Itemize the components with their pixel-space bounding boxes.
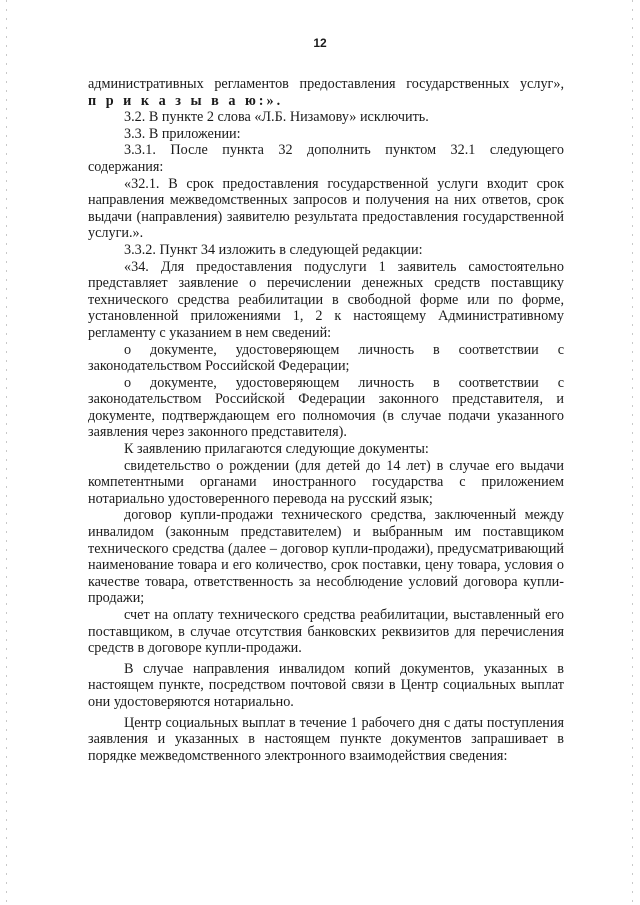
paragraph: «32.1. В срок предоставления государственной услуги входит срок направления межведомственных запросов и получения на них ответов, срок выдачи (направления) заявителю результата предоставления государственной услуги.».: [88, 175, 564, 242]
paragraph: о документе, удостоверяющем личность в соответствии с законодательством Российской Федерации законного представителя, и документе, подтверждающем его полномочия (в случае подачи указанного заявления через законного представителя).: [88, 374, 564, 441]
paragraph: 3.3.1. После пункта 32 дополнить пунктом 32.1 следующего содержания:: [88, 142, 564, 175]
paragraph: 3.3.2. Пункт 34 изложить в следующей редакции:: [124, 241, 423, 258]
paragraph: свидетельство о рождении (для детей до 14 лет) в случае его выдачи компетентными органами иностранного государства с приложением нотариально удостоверенного перевода на русский язык;: [88, 457, 564, 507]
page-number: 12: [313, 36, 327, 50]
paragraph: административных регламентов предоставления государственных услуг»,: [88, 76, 564, 92]
right-scan-edge: [632, 0, 633, 905]
paragraph: договор купли-продажи технического средства, заключенный между инвалидом (законным представителем) и выбранным им поставщиком технического средства (далее – договор купли-продажи), предусматривающий наименование товара и его количество, срок поставки, цену товара, условия о качестве товара, ответственность за несоблюдение условий договора купли-продажи;: [88, 507, 564, 607]
paragraph: 3.2. В пункте 2 слова «Л.Б. Низамову» исключить.: [124, 109, 429, 126]
paragraph: 3.3. В приложении:: [124, 125, 241, 142]
paragraph: счет на оплату технического средства реабилитации, выставленный его поставщиком, в случае отсутствия банковских реквизитов для перечисления средств в договоре купли-продажи.: [88, 607, 564, 657]
paragraph: п р и к а з ы в а ю:».: [88, 92, 284, 109]
paragraph: «34. Для предоставления подуслуги 1 заявитель самостоятельно представляет заявление о перечислении денежных средств поставщику технического средства реабилитации в свободной форме или по форме, установленной приложениями 1, 2 к настоящему Административному регламенту с указанием в нем сведений:: [88, 258, 564, 341]
paragraph: Центр социальных выплат в течение 1 рабочего дня с даты поступления заявления и указанных в настоящем пункте документов запрашивает в порядке межведомственного электронного взаимодействия сведения:: [88, 714, 564, 764]
left-scan-edge: [6, 0, 7, 905]
document-body: [88, 76, 564, 764]
paragraph: К заявлению прилагаются следующие документы:: [124, 441, 429, 458]
paragraph: о документе, удостоверяющем личность в соответствии с законодательством Российской Федерации;: [88, 341, 564, 375]
paragraph: В случае направления инвалидом копий документов, указанных в настоящем пункте, посредством почтовой связи в Центр социальных выплат они удостоверяются нотариально.: [88, 660, 564, 710]
